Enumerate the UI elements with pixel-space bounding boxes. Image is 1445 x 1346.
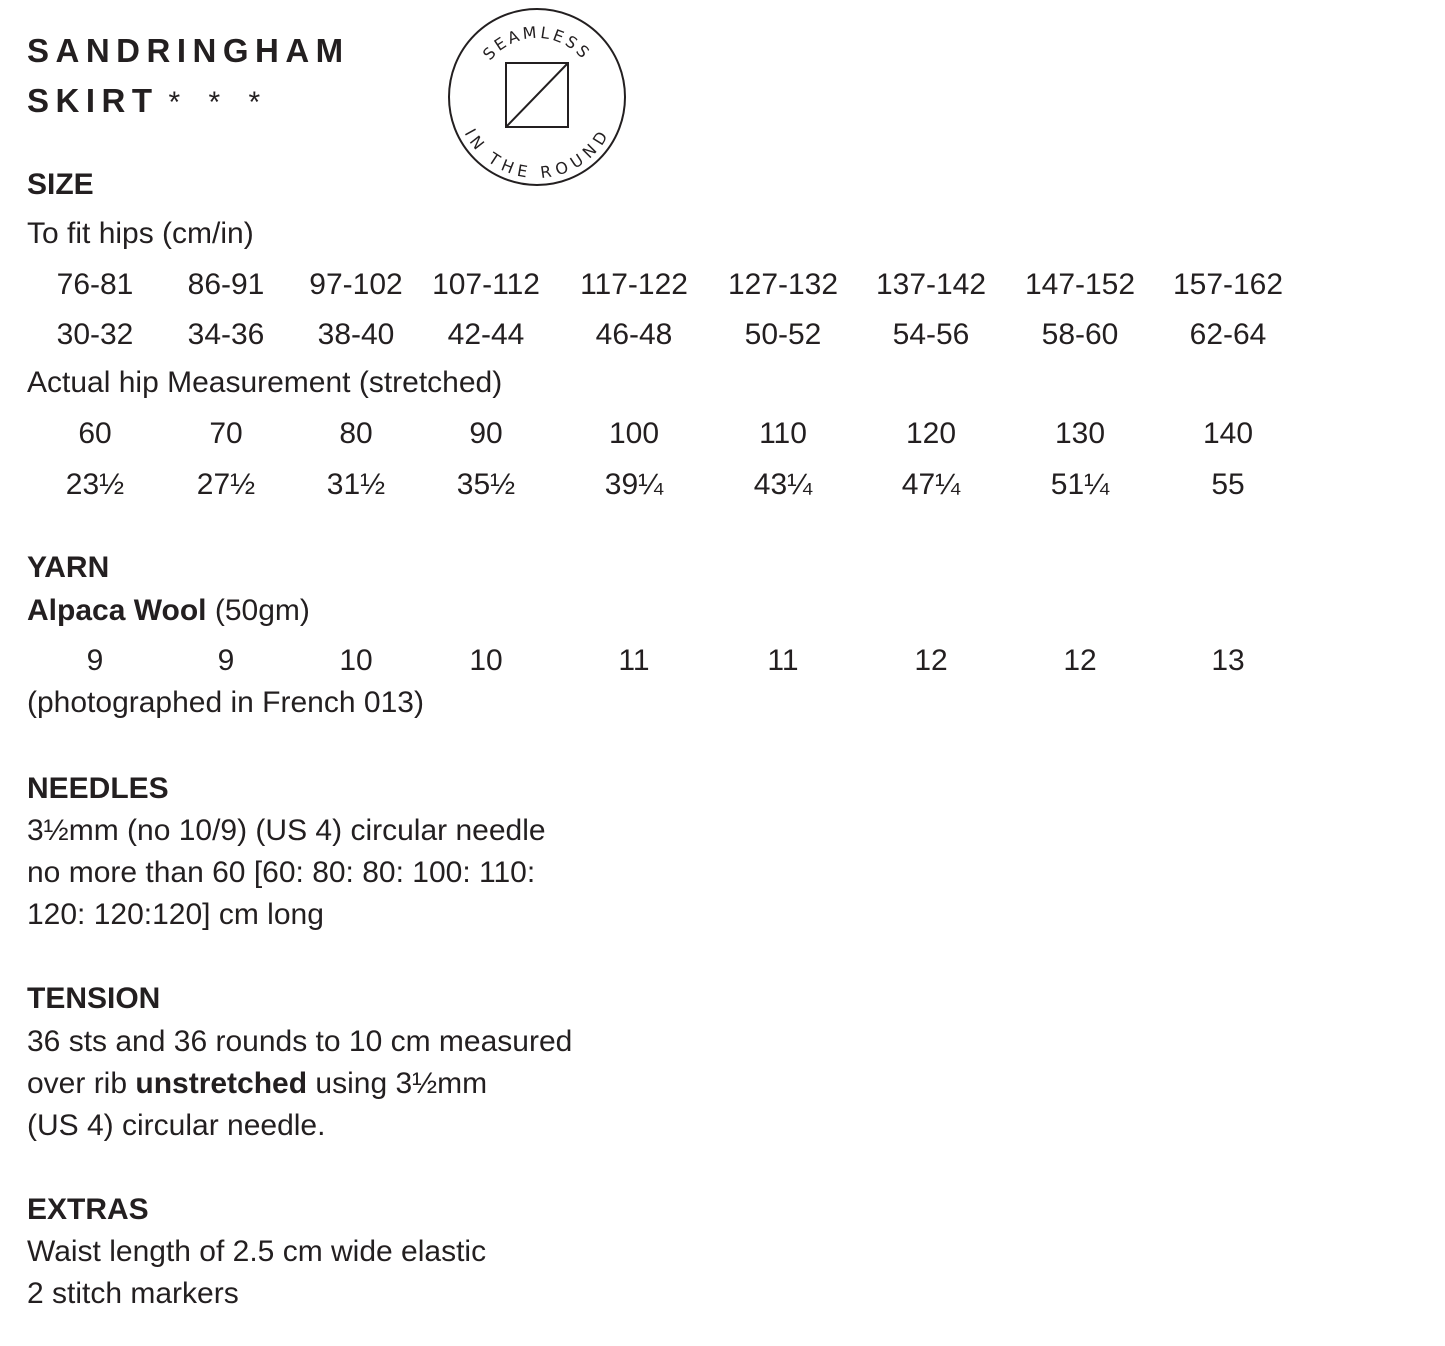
tension-line-2-start: over rib [27, 1067, 136, 1100]
size-cell: 23½ [65, 468, 125, 501]
size-cell: 31½ [326, 468, 386, 501]
size-cell: 50-52 [744, 318, 822, 351]
size-cell: 90 [469, 417, 503, 450]
seamless-badge-icon [447, 7, 627, 187]
size-cell: 55 [1211, 468, 1245, 501]
size-cell: 34-36 [187, 318, 265, 351]
size-cell: 47¼ [901, 468, 961, 501]
size-cell: 42-44 [447, 318, 525, 351]
actual-in-row [0, 465, 1445, 505]
size-cell: 46-48 [595, 318, 673, 351]
yarn-quantity-cell: 13 [1211, 644, 1245, 677]
needles-line: no more than 60 [60: 80: 80: 100: 110: [27, 856, 536, 889]
yarn-name: Alpaca Wool [27, 594, 207, 627]
fit-cm-row [0, 265, 1445, 305]
svg-text:SEAMLESS [479, 23, 595, 64]
tension-emphasis: unstretched [135, 1067, 308, 1100]
extras-heading: EXTRAS [27, 1193, 149, 1226]
size-cell: 130 [1054, 417, 1106, 450]
yarn-quantity-cell: 9 [217, 644, 235, 677]
title-line-1: SANDRINGHAM [27, 32, 350, 69]
size-cell: 70 [209, 417, 243, 450]
size-cell: 127-132 [727, 268, 839, 301]
yarn-note: (photographed in French 013) [27, 686, 424, 719]
badge-bottom-text: IN THE ROUND [460, 125, 614, 183]
size-cell: 43¼ [753, 468, 813, 501]
yarn-quantity-row [0, 641, 1445, 681]
title-line-2: SKIRT [27, 82, 159, 119]
tension-line: 36 sts and 36 rounds to 10 cm measured [27, 1025, 573, 1058]
tension-line: (US 4) circular needle. [27, 1109, 326, 1142]
size-cell: 140 [1202, 417, 1254, 450]
actual-hip-label: Actual hip Measurement (stretched) [27, 366, 503, 399]
size-cell: 30-32 [56, 318, 134, 351]
yarn-quantity-cell: 11 [618, 644, 650, 677]
tension-line-2-end: using 3½mm [307, 1067, 488, 1100]
size-cell: 120 [905, 417, 957, 450]
size-cell: 147-152 [1024, 268, 1136, 301]
size-cell: 100 [608, 417, 660, 450]
yarn-quantity-cell: 11 [767, 644, 799, 677]
yarn-quantity-cell: 10 [339, 644, 373, 677]
size-cell: 107-112 [432, 268, 540, 301]
pattern-subtitle [27, 84, 270, 118]
needles-line: 3½mm (no 10/9) (US 4) circular needle [27, 814, 546, 847]
tension-text [27, 1021, 572, 1147]
fit-hips-label: To fit hips (cm/in) [27, 217, 254, 250]
size-cell: 38-40 [317, 318, 395, 351]
size-cell: 110 [759, 417, 807, 450]
yarn-quantity-cell: 12 [914, 644, 948, 677]
yarn-quantity-cell: 10 [469, 644, 503, 677]
size-cell: 54-56 [892, 318, 970, 351]
badge-top-text: SEAMLESS [478, 22, 596, 64]
size-cell: 157-162 [1172, 268, 1284, 301]
size-cell: 97-102 [309, 268, 403, 301]
size-cell: 60 [78, 417, 112, 450]
yarn-name-line [27, 590, 310, 632]
size-cell: 80 [339, 417, 373, 450]
size-cell: 117-122 [580, 268, 688, 301]
yarn-quantity-cell: 12 [1063, 644, 1097, 677]
svg-text:IN THE ROUND [461, 125, 613, 182]
size-heading: SIZE [27, 168, 94, 201]
size-cell: 51¼ [1050, 468, 1110, 501]
size-cell: 39¼ [604, 468, 664, 501]
actual-cm-row [0, 414, 1445, 454]
size-cell: 76-81 [56, 268, 134, 301]
size-cell: 27½ [196, 468, 256, 501]
extras-line: 2 stitch markers [27, 1277, 239, 1310]
size-cell: 137-142 [875, 268, 987, 301]
size-cell: 62-64 [1189, 318, 1267, 351]
size-cell: 58-60 [1041, 318, 1119, 351]
yarn-heading: YARN [27, 551, 110, 584]
tension-line [27, 1063, 572, 1105]
needles-text [27, 810, 546, 936]
extras-text [27, 1231, 486, 1315]
yarn-weight: (50gm) [214, 594, 310, 627]
size-cell: 35½ [456, 468, 516, 501]
extras-line: Waist length of 2.5 cm wide elastic [27, 1235, 487, 1268]
needles-heading: NEEDLES [27, 772, 169, 805]
size-cell: 86-91 [187, 268, 265, 301]
pattern-title [27, 34, 350, 67]
yarn-quantity-cell: 9 [86, 644, 104, 677]
needles-line: 120: 120:120] cm long [27, 898, 324, 931]
difficulty-rating: * * * [168, 86, 271, 119]
fit-in-row [0, 315, 1445, 355]
tension-heading: TENSION [27, 982, 161, 1015]
